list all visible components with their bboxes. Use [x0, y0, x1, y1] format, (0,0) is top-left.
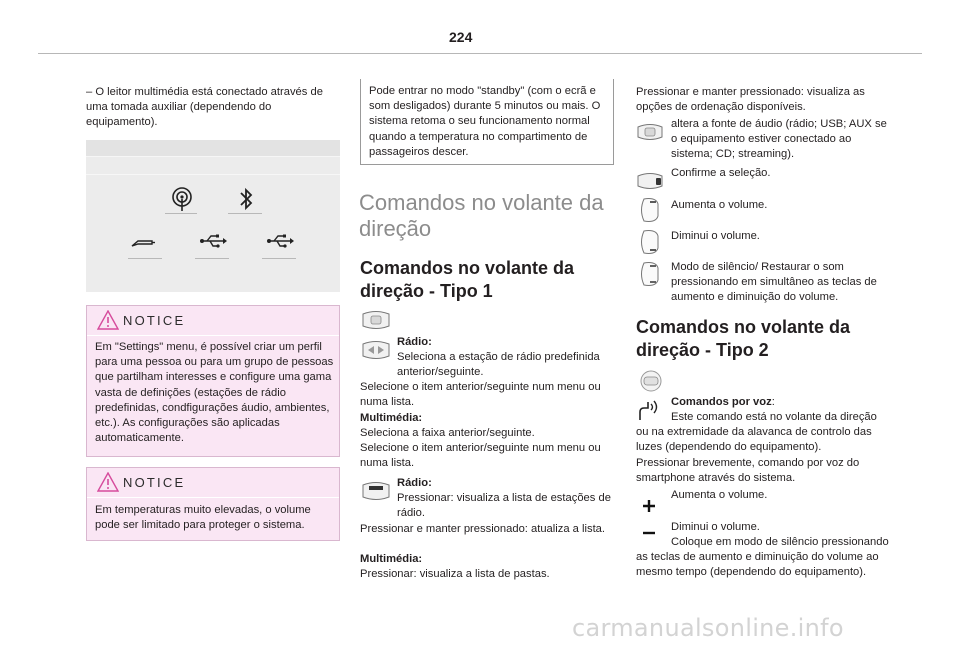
minus-text-1: Diminui o volume.	[671, 521, 760, 533]
steering-switch-icon	[636, 172, 664, 190]
notice-title: NOTICE	[123, 475, 186, 490]
standby-text: Pode entrar no modo "standby" (com o ecrã e som desligados) durante 5 minutos ou mais. O sistema retoma o seu funcionamento normal quando a temperatura no compartimento de passageiros descer.	[369, 85, 601, 158]
radio-label	[397, 476, 617, 491]
source-text: altera a fonte de áudio (rádio; USB; AUX se o equipamento estiver conectado ao sistema; CD; streaming).	[671, 118, 887, 161]
type1-title: Comandos no volante da direção - Tipo 1	[360, 258, 575, 301]
steering-switch-icon	[360, 481, 392, 501]
minus-text-2: Coloque em modo de silêncio pressionando as teclas de aumento e diminuição do volume ao mesmo tempo (dependendo do equipamento).	[636, 536, 889, 579]
connector-figure	[86, 140, 340, 292]
radio-text	[397, 350, 617, 380]
intro-text: – O leitor multimédia está conectado através de uma tomada auxiliar (dependendo do equipamento).	[86, 86, 323, 129]
radio-text-1: Seleciona a estação de rádio predefinida anterior/seguinte.	[397, 351, 600, 379]
figure-underline	[128, 258, 162, 259]
page-number: 224	[449, 29, 473, 45]
vol-down-text: Diminui o volume.	[671, 230, 760, 242]
warning-icon	[97, 310, 119, 330]
plus-icon	[641, 498, 657, 514]
radio-text-2: Pressionar e manter pressionado: atualiza a lista.	[360, 523, 606, 535]
radio-label	[397, 335, 617, 350]
radio-text-1: Pressionar: visualiza a lista de estações de rádio.	[397, 492, 611, 520]
figure-underline	[195, 258, 229, 259]
media-label-text: Multimédia:	[360, 412, 423, 424]
radio-label-text: Rádio:	[397, 336, 432, 348]
media-label-text: Multimédia:	[360, 553, 423, 565]
figure-underline	[165, 213, 197, 214]
watermark: carmanualsonline.info	[572, 614, 844, 642]
notice-box	[86, 467, 340, 541]
usb-icon	[199, 233, 227, 249]
radio-text-2: Selecione o item anterior/seguinte num menu ou numa lista.	[360, 381, 601, 409]
steering-switch-icon	[636, 370, 666, 392]
confirm-text: Confirme a seleção.	[671, 167, 771, 179]
bluetooth-icon	[238, 186, 254, 212]
aux-jack-icon	[169, 186, 195, 212]
media-text-2: Selecione o item anterior/seguinte num menu ou numa lista.	[360, 442, 601, 470]
steering-switch-icon	[360, 310, 392, 330]
hold-text: Pressionar e manter pressionado: visualiza as opções de ordenação disponíveis.	[636, 86, 865, 114]
figure-underline	[262, 258, 296, 259]
figure-band	[86, 140, 340, 157]
steering-switch-icon	[636, 123, 664, 141]
section-title: Comandos no volante da direção	[359, 190, 604, 241]
plus-text: Aumenta o volume.	[671, 489, 768, 501]
voice-label	[671, 395, 891, 410]
header-rule	[38, 53, 922, 54]
notice-text: Em temperaturas muito elevadas, o volume pode ser limitado para proteger o sistema.	[95, 504, 311, 532]
warning-icon	[97, 472, 119, 492]
voice-label-colon: :	[771, 396, 775, 408]
mute-text: Modo de silêncio/ Restaurar o som pressionando em simultâneo as teclas de aumento e diminuição do volume.	[671, 261, 877, 304]
figure-underline	[228, 213, 262, 214]
type2-title: Comandos no volante da direção - Tipo 2	[636, 317, 851, 360]
steering-switch-icon	[360, 340, 392, 360]
usb-icon	[266, 233, 294, 249]
aux-jack-icon	[130, 235, 156, 249]
media-text-1: Seleciona a faixa anterior/seguinte.	[360, 427, 535, 439]
volume-icon	[636, 228, 662, 256]
media-label	[360, 411, 618, 426]
notice-box	[86, 305, 340, 457]
voice-text: Este comando está no volante da direção ou na extremidade da alavanca de controlo das luzes (dependendo do equipamento).	[636, 411, 877, 454]
voice-text-2: Pressionar brevemente, comando por voz do smartphone através do sistema.	[636, 457, 860, 485]
vol-up-text: Aumenta o volume.	[671, 199, 768, 211]
volume-icon	[636, 260, 662, 288]
radio-label-text: Rádio:	[397, 477, 432, 489]
notice-text: Em "Settings" menu, é possível criar um perfil para uma pessoa ou para um grupo de pessoas que partilham interesses e configure uma gama vasta de definições (estações de rádio predefinidas, condfigurações áudio, ambientes, etc.). As configurações são aplicadas automaticamente.	[95, 341, 334, 445]
volume-icon	[636, 196, 662, 224]
voice-label-text: Comandos por voz	[671, 396, 772, 408]
media-text: Pressionar: visualiza a lista de pastas.	[360, 568, 550, 580]
notice-continuation-box	[360, 79, 614, 165]
media-label	[360, 552, 618, 567]
figure-divider	[86, 174, 340, 175]
notice-title: NOTICE	[123, 313, 186, 328]
